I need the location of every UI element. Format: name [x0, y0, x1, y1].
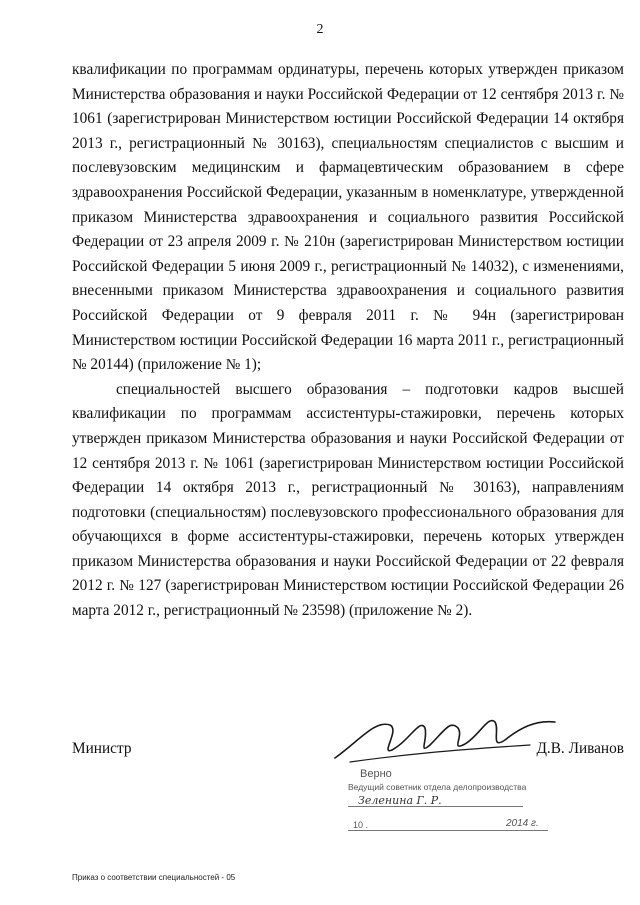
paragraph-2: специальностей высшего образования – подготовки кадров высшей квалификации по программам ассистентуры-стажировки, перечень которых утвержден приказом Министерства образования и науки Российской Федерации от 12 сентября 2013 г. № 1061 (зарегистрирован Министерством юстиции Российской Федерации 14 октября 2013 г., регистрационный № 30163), направлениям подготовки (специальностям) послевузовского профессионального образования для обучающихся в форме ассистентуры-стажировки, перечень которых утвержден приказом Министерства образования и науки Российской Федерации от 22 февраля 2012 г. № 127 (зарегистрирован Министерством юстиции Российской Федерации 26 марта 2012 г., регистрационный № 23598) (приложение № 2). — [72, 380, 624, 620]
stamp-year: 2014 г. — [506, 818, 539, 829]
minister-label: Министр — [72, 740, 132, 757]
stamp-date: 10 . — [353, 820, 369, 830]
document-body — [72, 58, 624, 624]
paragraph-1: квалификации по программам ординатуры, перечень которых утвержден приказом Министерства образования и науки Российской Федерации от 12 сентября 2013 г. № 1061 (зарегистрирован Министерством юстиции Российской Федерации 14 октября 2013 г., регистрационный № 30163), специальностям специалистов с высшим и послевузовским медицинским и фармацевтическим образованием в сфере здравоохранения Российской Федерации, указанным в номенклатуре, утвержденной приказом Министерства здравоохранения и социального развития Российской Федерации от 23 апреля 2009 г. № 210н (зарегистрирован Министерством юстиции Российской Федерации 5 июня 2009 г., регистрационный № 14032), с изменениями, внесенными приказом Министерства здравоохранения и социального развития Российской Федерации от 9 февраля 2011 г. № 94н (зарегистрирован Министерством юстиции Российской Федерации 16 марта 2011 г., регистрационный № 20144) (приложение № 1); — [72, 61, 624, 374]
stamp-position: Ведущий советник отдела делопроизводства — [348, 782, 527, 792]
stamp-line-2 — [348, 830, 548, 831]
stamp-verno: Верно — [360, 768, 392, 780]
minister-name: Д.В. Ливанов — [536, 740, 624, 757]
footer-note: Приказ о соответствии специальностей - 05 — [72, 873, 236, 882]
page-number: 2 — [316, 22, 324, 37]
signature-row — [72, 740, 624, 770]
stamp-line — [348, 806, 523, 807]
stamp-handwritten-name: Зеленина Г. Р. — [358, 794, 442, 807]
certification-stamp — [348, 768, 548, 848]
